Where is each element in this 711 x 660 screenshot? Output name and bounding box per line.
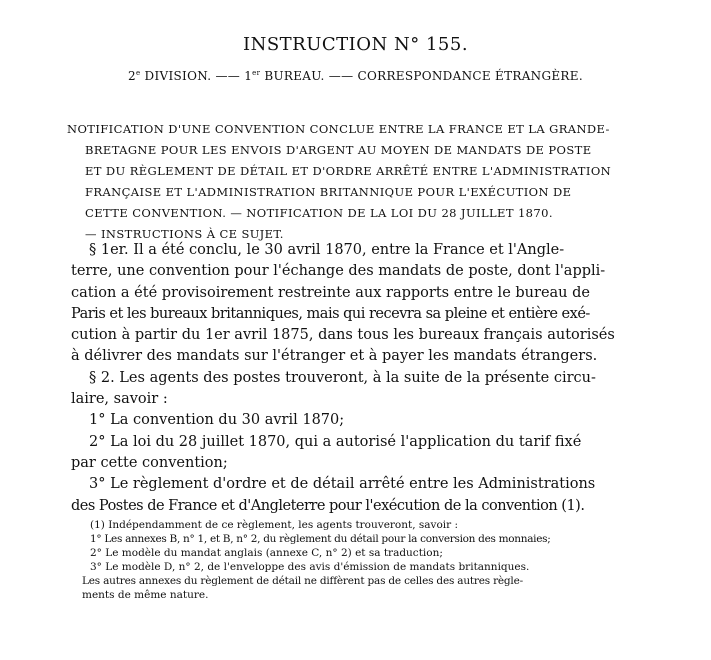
body-line: des Postes de France et d'Angleterre pour l'exécution de la convention (1). xyxy=(71,497,585,514)
notification-heading xyxy=(67,119,637,245)
body-line: 2° La loi du 28 juillet 1870, qui a autorisé l'application du tarif fixé xyxy=(89,433,582,450)
heading-line: ET DU RÈGLEMENT DE DÉTAIL ET D'ORDRE ARRÊTÉ ENTRE L'ADMINISTRATION xyxy=(85,164,612,178)
heading-line: BRETAGNE POUR LES ENVOIS D'ARGENT AU MOYEN DE MANDATS DE POSTE xyxy=(85,143,592,157)
bureau-number: 1 xyxy=(244,69,253,83)
heading-line: FRANÇAISE ET L'ADMINISTRATION BRITANNIQUE POUR L'EXÉCUTION DE xyxy=(85,185,572,199)
division-ordinal: e xyxy=(135,69,141,77)
body-line: § 2. Les agents des postes trouveront, à la suite de la présente circu- xyxy=(89,369,596,386)
heading-line: CETTE CONVENTION. — NOTIFICATION DE LA LOI DU 28 JUILLET 1870. xyxy=(85,206,553,220)
bureau-label: BUREAU. —— CORRESPONDANCE ÉTRANGÈRE. xyxy=(260,69,583,83)
footnote-line: 2° Le modèle du mandat anglais (annexe C, n° 2) et sa traduction; xyxy=(90,547,443,559)
document-subtitle xyxy=(0,69,711,83)
footnote xyxy=(82,518,650,602)
bureau-ordinal: er xyxy=(252,69,261,77)
heading-line: NOTIFICATION D'UNE CONVENTION CONCLUE ENTRE LA FRANCE ET LA GRANDE- xyxy=(67,122,610,136)
body-line: 1° La convention du 30 avril 1870; xyxy=(89,412,345,429)
division-label: DIVISION. —— xyxy=(140,69,245,83)
footnote-line: (1) Indépendamment de ce règlement, les agents trouveront, savoir : xyxy=(90,519,459,531)
circular-body xyxy=(71,240,641,517)
body-line: par cette convention; xyxy=(71,454,228,471)
division-number: 2 xyxy=(128,69,136,83)
body-line: Paris et les bureaux britanniques, mais qui recevra sa pleine et entière exé- xyxy=(71,305,590,322)
body-line: 3° Le règlement d'ordre et de détail arrêté entre les Administrations xyxy=(89,476,596,493)
body-line: cation a été provisoirement restreinte aux rapports entre le bureau de xyxy=(71,284,590,301)
document-title: INSTRUCTION N° 155. xyxy=(242,34,469,55)
body-line: laire, savoir : xyxy=(71,391,168,408)
heading-line: — INSTRUCTIONS À CE SUJET. xyxy=(85,227,284,241)
footnote-line: 1° Les annexes B, n° 1, et B, n° 2, du règlement du détail pour la conversion des monnaies; xyxy=(90,533,551,545)
footnote-line: ments de même nature. xyxy=(82,589,209,601)
body-line: à délivrer des mandats sur l'étranger et à payer les mandats étrangers. xyxy=(71,348,598,365)
body-line: terre, une convention pour l'échange des mandats de poste, dont l'appli- xyxy=(71,263,606,280)
footnote-line: Les autres annexes du règlement de détail ne diffèrent pas de celles des autres règle- xyxy=(82,575,523,587)
body-line: cution à partir du 1er avril 1875, dans tous les bureaux français autorisés xyxy=(71,327,615,344)
body-line: § 1er. Il a été conclu, le 30 avril 1870, entre la France et l'Angle- xyxy=(89,242,565,258)
footnote-line: 3° Le modèle D, n° 2, de l'enveloppe des avis d'émission de mandats britanniques. xyxy=(90,561,530,573)
